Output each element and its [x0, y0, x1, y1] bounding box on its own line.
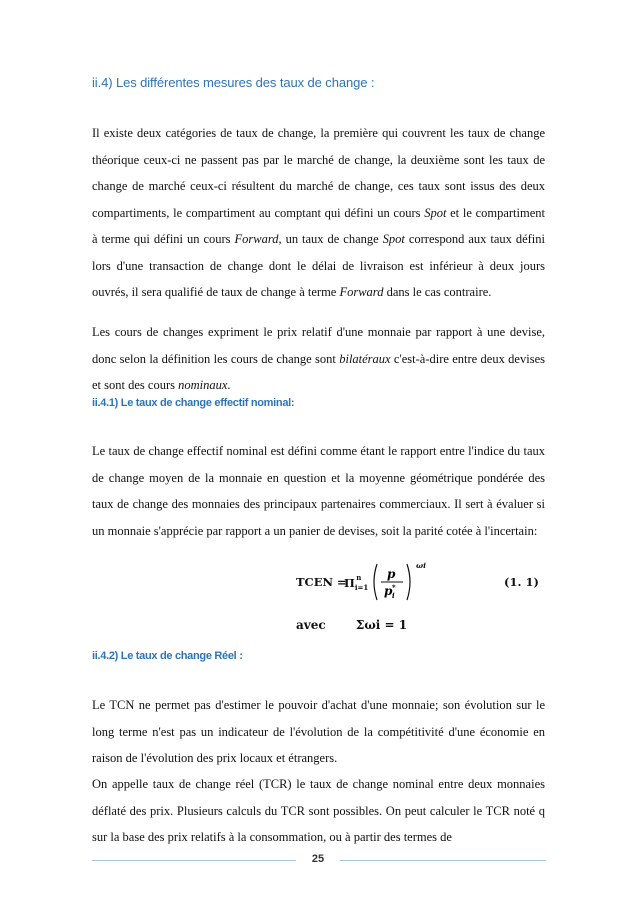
- formula-constraint: [296, 618, 407, 632]
- emphasis-term: Forward: [339, 285, 384, 299]
- formula-product: [344, 575, 373, 592]
- formula-number: (1. 1): [504, 575, 539, 589]
- formula-exponent: ωi: [416, 561, 426, 570]
- text-run: dans le cas contraire.: [383, 285, 492, 299]
- text-run: correspond aux taux défini lors d'une transaction de change dont le délai de livraison est inférieur à deux jours ouvrés, il sera qualifié de taux de change à terme: [92, 232, 545, 299]
- text-run: un taux de change: [281, 232, 383, 246]
- emphasis-term: nominaux: [178, 378, 228, 392]
- real-paragraph-1-text: Le TCN ne permet pas d'estimer le pouvoir d'achat d'une monnaie; son évolution sur le long terme n'est pas un indicateur de l'évolution de la compétitivité d'une économie en raison de l'évolution des prix locaux et étrangers.: [92, 698, 545, 765]
- real-paragraph-2: [92, 771, 545, 851]
- formula-product-sup: n: [356, 573, 362, 582]
- text-run: .: [227, 378, 231, 392]
- nominal-paragraph: [92, 438, 545, 544]
- intro-paragraph-text: [92, 120, 545, 306]
- emphasis-term: Spot: [382, 232, 405, 246]
- text-run: et le compartiment à terme qui défini un cours: [92, 205, 545, 246]
- section-heading: ii.4) Les différentes mesures des taux de change :: [92, 75, 375, 90]
- footer-rule-left: [92, 860, 296, 861]
- real-paragraph-1: [92, 692, 545, 772]
- formula-product-sub: i=1: [354, 583, 369, 593]
- formula-avec-label: avec: [296, 618, 326, 632]
- formula-denominator-sub: i: [392, 591, 395, 600]
- text-run: Il existe deux catégories de taux de change, la première qui couvrent les taux de change théorique ceux-ci ne passent pas par le marché de change, la deuxième sont les taux de change de marché ceux-ci résultent du marché de change, ces taux sont issus des deux compartiments, le compartiment au comptant qui défini un cours: [92, 126, 545, 220]
- second-paragraph: [92, 319, 545, 399]
- text-run: Les cours de changes expriment le prix relatif d'une monnaie par rapport à une devise, donc selon la définition les cours de change sont: [92, 325, 545, 366]
- emphasis-term: bilatéraux: [339, 351, 391, 366]
- footer-rule-right: [340, 860, 546, 861]
- formula-product-symbol: Π: [344, 575, 355, 590]
- text-run: c'est-à-dire entre deux devises et sont des cours: [92, 351, 545, 392]
- page-number: 25: [311, 853, 325, 865]
- formula-sum: Σωi = 1: [355, 618, 408, 632]
- emphasis-term: Spot: [424, 205, 447, 220]
- formula-denominator-sup: *: [392, 583, 396, 592]
- subsection-heading-real: ii.4.2) Le taux de change Réel :: [92, 650, 243, 662]
- formula-lhs: TCEN =: [296, 575, 347, 589]
- intro-paragraph: [92, 120, 545, 306]
- formula-denominator: p: [384, 584, 393, 598]
- formula-fraction: [370, 562, 414, 602]
- subsection-heading-nominal: ii.4.1) Le taux de change effectif nominal:: [92, 397, 295, 409]
- second-paragraph-text: [92, 319, 545, 399]
- formula-numerator: p: [387, 567, 396, 581]
- tcen-formula: [296, 562, 546, 602]
- real-paragraph-2-text: On appelle taux de change réel (TCR) le taux de change nominal entre deux monnaies déflaté des prix. Plusieurs calculs du TCR sont possibles. On peut calculer le TCR noté q sur la base des prix relatifs à la consommation, ou à partir des termes de: [92, 777, 545, 844]
- emphasis-term: Forward,: [234, 232, 282, 246]
- nominal-paragraph-text: Le taux de change effectif nominal est défini comme étant le rapport entre l'indice du taux de change moyen de la monnaie en question et la moyenne géométrique pondérée des taux de change des monnaies des principaux partenaires commerciaux. Il sert à évaluer si un monnaie s'apprécie par rapport a un panier de devises, soit la parité cotée à l'incertain:: [92, 444, 545, 538]
